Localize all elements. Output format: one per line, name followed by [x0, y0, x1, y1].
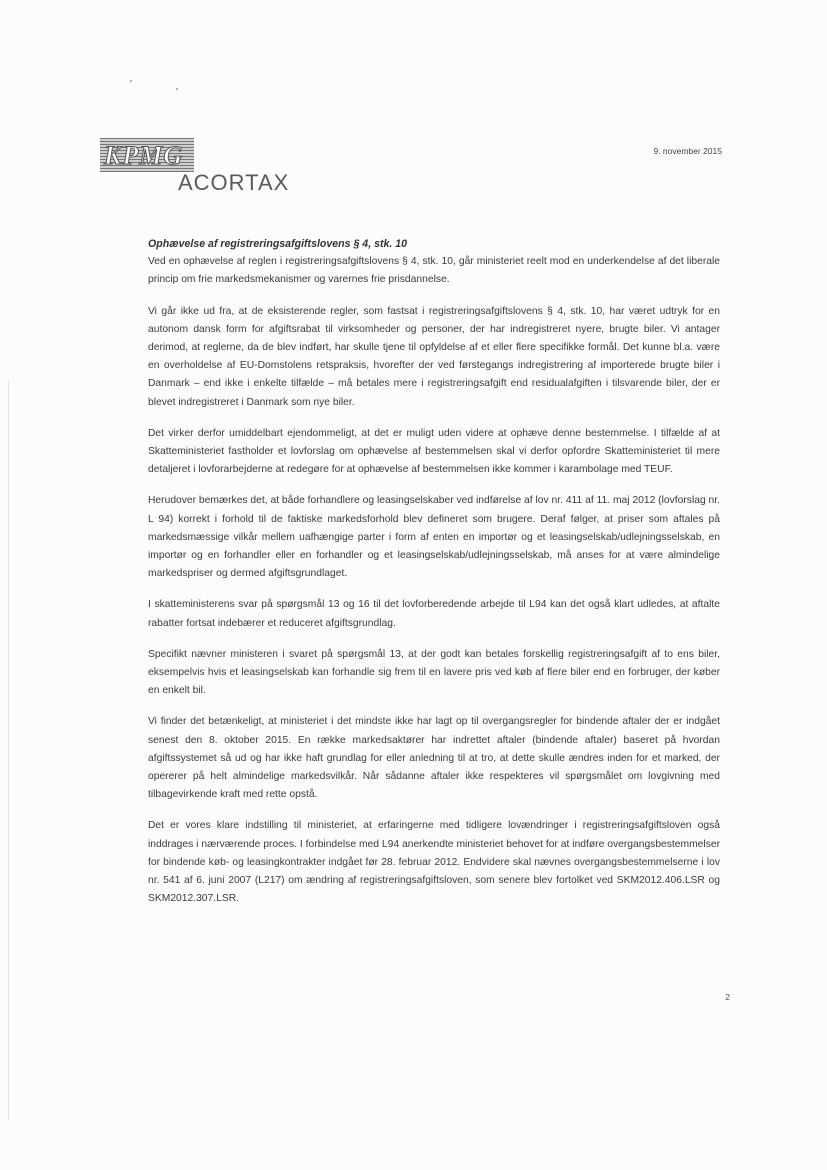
company-logo — [100, 138, 300, 200]
paragraph: Ved en ophævelse af reglen i registreringsafgiftslovens § 4, stk. 10, går ministeriet reelt mod en underkendelse af det liberale princip om frie markedsmekanismer og varernes frie prisdannelse. — [148, 256, 720, 286]
kpmg-logo-text: KPMG — [104, 141, 184, 170]
paragraph: Vi finder det betænkeligt, at ministeriet i det mindste ikke har lagt op til overgangsregler for bindende aftaler der er indgået senest den 8. oktober 2015. En række markedsaktører har indrettet aftaler (bindende aftaler) baseret på hvordan afgiftssystemet så ud og har ikke haft grundlag for eller anledning til at tro, at dette skulle ændres inden for et marked, der opererer på helt almindelige markedsvilkår. Når sådanne aftaler ikke respekteres vil spørgsmålet om lovgivning med tilbagevirkende kraft med rette opstå. — [148, 716, 720, 801]
section-heading: Ophævelse af registreringsafgiftslovens § 4, stk. 10 — [148, 238, 408, 250]
scan-edge-line — [8, 380, 9, 1120]
kpmg-logo-mark — [100, 138, 194, 172]
scan-dust-mark — [130, 80, 132, 82]
scan-dust-mark — [176, 88, 178, 90]
paragraph: Vi går ikke ud fra, at de eksisterende regler, som fastsat i registreringsafgiftslovens § 4, stk. 10, har været udtryk for en autonom dansk form for afgiftsrabat til virksomheder og personer, der har indregistreret nyere, brugte biler. Vi antager derimod, at reglerne, da de blev indført, har skulle tjene til opfyldelse af et eller flere specifikke formål. Det kunne bl.a. være en overholdelse af EU-Domstolens retspraksis, hvorefter der ved førstegangs indregistrering af importerede brugte biler i Danmark – end ikke i enkelte tilfælde – må betales mere i registreringsafgift end residualafgiften i tilsvarende biler, der er blevet indregistreret i Danmark som nye biler. — [148, 305, 720, 408]
paragraph: Specifikt nævner ministeren i svaret på spørgsmål 13, at der godt kan betales forskellig registreringsafgift af to ens biler, eksempelvis hvis et leasingselskab kan forhandle sig frem til en lavere pris ved køb af flere biler end en forbruger, der køber en enkelt bil. — [148, 648, 720, 697]
document-date: 9. november 2015 — [653, 146, 722, 156]
paragraph: Herudover bemærkes det, at både forhandlere og leasingselskaber ved indførelse af lov nr. 411 af 11. maj 2012 (lovforslag nr. L 94) korrekt i forhold til de faktiske markedsforhold blev defineret som brugere. Deraf følger, at priser som aftales på markedsmæssige vilkår mellem uafhængige parter i form af enten en importør og et leasingselskab/udlejningsselskab, en importør og en forhandler eller en forhandler og et leasingselskab/udlejningsselskab, må anses for at være almindelige markedspriser og dermed afgiftsgrundlaget. — [148, 495, 720, 580]
acortax-logo-text: ACORTAX — [178, 170, 290, 195]
page-number: 2 — [725, 992, 730, 1002]
paragraph: I skatteministerens svar på spørgsmål 13 og 16 til det lovforberedende arbejde til L94 kan det også klart udledes, at aftalte rabatter fortsat indebærer et reduceret afgiftsgrundlag. — [148, 599, 720, 629]
paragraph: Det virker derfor umiddelbart ejendommeligt, at det er muligt uden videre at ophæve denne bestemmelse. I tilfælde af at Skatteministeriet fastholder et lovforslag om ophævelse af bestemmelsen skal vi derfor opfordre Skatteministeriet til mere detaljeret i lovforarbejderne at redegøre for at ophævelse af bestemmelsen ikke kommer i karambolage med TEUF. — [148, 427, 720, 476]
document-body — [148, 235, 720, 922]
paragraph: Det er vores klare indstilling til ministeriet, at erfaringerne med tidligere lovændringer i registreringsafgiftsloven også inddrages i nærværende proces. I forbindelse med L94 anerkendte ministeriet behovet for at indføre overgangsbestemmelser for bindende køb- og leasingkontrakter indgået før 28. februar 2012. Endvidere skal nævnes overgangsbestemmelserne i lov nr. 541 af 6. juni 2007 (L217) om ændring af registreringsafgiftsloven, som senere blev fortolket ved SKM2012.406.LSR og SKM2012.307.LSR. — [148, 820, 720, 905]
